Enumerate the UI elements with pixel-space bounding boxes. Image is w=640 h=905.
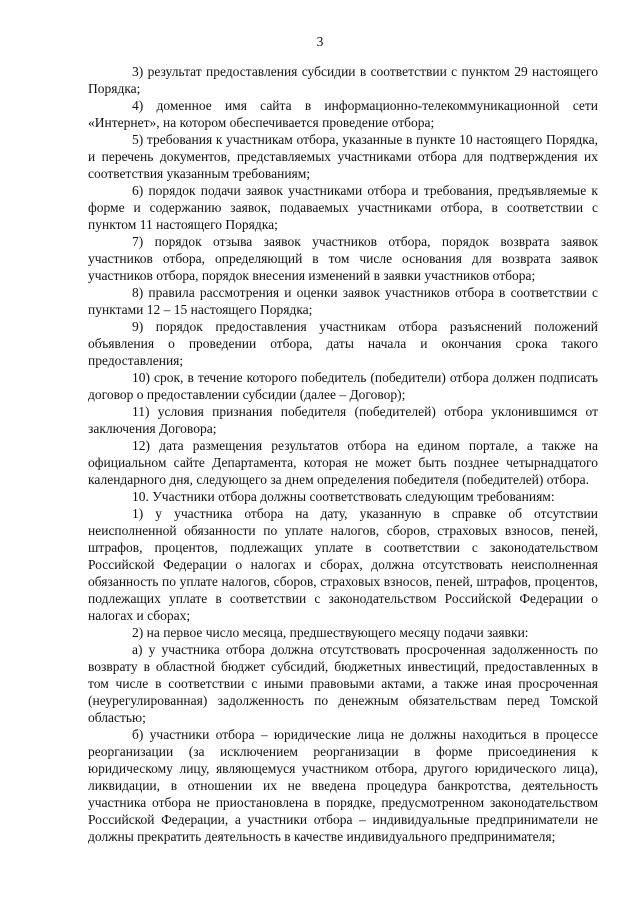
paragraph-item-11: 11) условия признания победителя (победителей) отбора уклонившимся от заключения Договора;: [88, 404, 598, 436]
requirement-2: 2) на первое число месяца, предшествующего месяцу подачи заявки:: [132, 625, 529, 640]
paragraph-item-12: 12) дата размещения результатов отбора на едином портале, а также на официальном сайте Департамента, которая не может быть позднее четырнадцатого календарного дня, следующего за днем определения победителя (победителей) отбора.: [88, 438, 598, 487]
paragraph-item-4: 4) доменное имя сайта в информационно-телекоммуникационной сети «Интернет», на котором обеспечивается проведение отбора;: [88, 98, 598, 130]
requirement-1: 1) у участника отбора на дату, указанную в справке об отсутствии неисполненной обязанности по уплате налогов, сборов, страховых взносов, пеней, штрафов, процентов, подлежащих уплате в соответствии с законодательством Российской Федерации о налогах и сборах, должна отсутствовать неисполненная обязанность по уплате налогов, сборов, страховых взносов, пеней, штрафов, процентов, подлежащих уплате в соответствии с законодательством Российской Федерации о налогах и сборах;: [88, 506, 598, 623]
requirement-2a: а) у участника отбора должна отсутствовать просроченная задолженность по возврату в областной бюджет субсидий, бюджетных инвестиций, предоставленных в том числе в соответствии с иными правовыми актами, а также иная просроченная (неурегулированная) задолженность по денежным обязательствам перед Томской областью;: [88, 642, 598, 725]
paragraph-item-9: 9) порядок предоставления участникам отбора разъяснений положений объявления о проведении отбора, даты начала и окончания срока такого предоставления;: [88, 319, 598, 368]
paragraph-item-6: 6) порядок подачи заявок участниками отбора и требования, предъявляемые к форме и содержанию заявок, подаваемых участниками отбора, в соответствии с пунктом 11 настоящего Порядка;: [88, 183, 598, 232]
requirement-2b: б) участники отбора – юридические лица не должны находиться в процессе реорганизации (за исключением реорганизации в форме присоединения к юридическому лицу, являющемуся участником отбора, другого юридического лица), ликвидации, в отношении их не введена процедура банкротства, деятельность участника отбора не приостановлена в порядке, предусмотренном законодательством Российской Федерации, а участники отбора – индивидуальные предприниматели не должны прекратить деятельность в качестве индивидуального предпринимателя;: [88, 727, 598, 844]
paragraph-item-8: 8) правила рассмотрения и оценки заявок участников отбора в соответствии с пунктами 12 – 15 настоящего Порядка;: [88, 285, 598, 317]
paragraph-item-7: 7) порядок отзыва заявок участников отбора, порядок возврата заявок участников отбора, определяющий в том числе основания для возврата заявок участников отбора, порядок внесения изменений в заявки участников отбора;: [88, 234, 598, 283]
paragraph-item-5: 5) требования к участникам отбора, указанные в пункте 10 настоящего Порядка, и перечень документов, представляемых участниками отбора для подтверждения их соответствия указанным требованиям;: [88, 132, 598, 181]
paragraph-item-3: 3) результат предоставления субсидии в соответствии с пунктом 29 настоящего Порядка;: [88, 64, 598, 96]
page-number: 3: [316, 34, 324, 49]
paragraph-item-10: 10) срок, в течение которого победитель (победители) отбора должен подписать договор о предоставлении субсидии (далее – Договор);: [88, 370, 598, 402]
section-10-heading: 10. Участники отбора должны соответствовать следующим требованиям:: [132, 489, 555, 504]
document-body: [88, 63, 598, 845]
